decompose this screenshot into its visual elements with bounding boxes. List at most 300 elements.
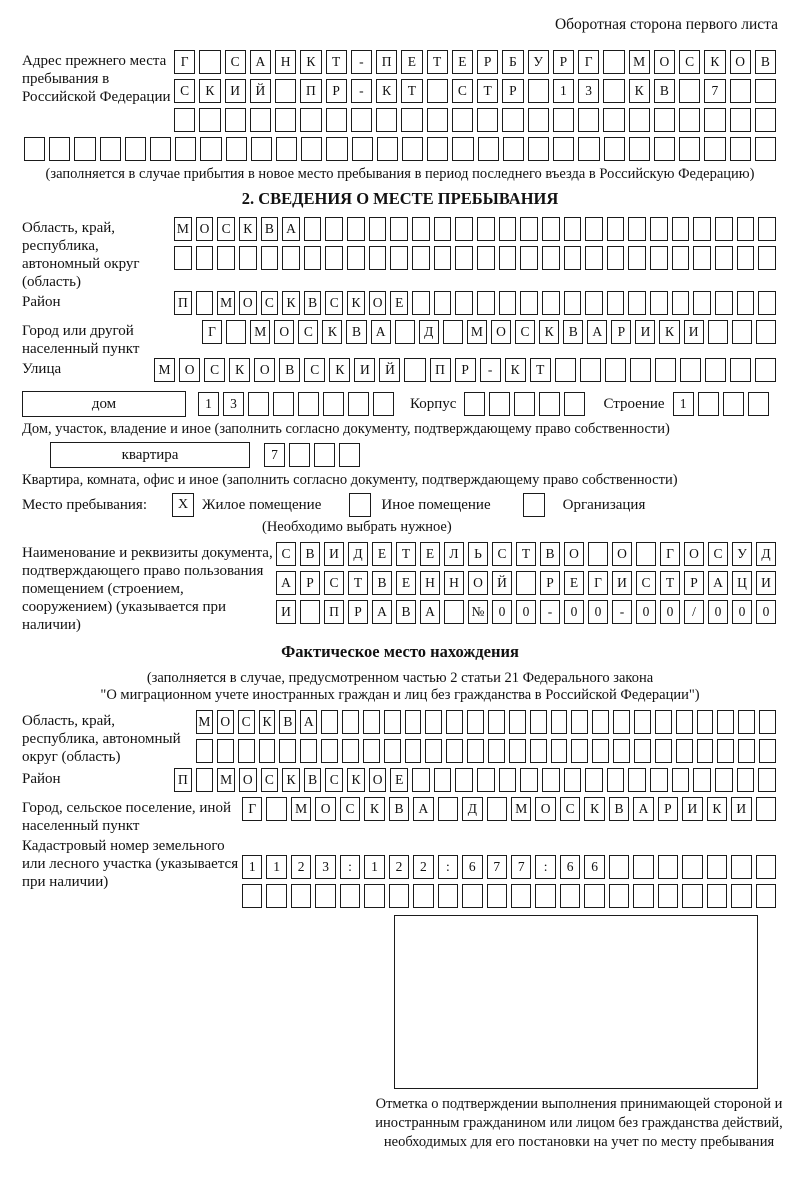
char-box[interactable]: Р [348,600,368,624]
char-box[interactable] [369,217,387,241]
char-box[interactable] [446,710,463,734]
char-box[interactable]: 7 [704,79,725,103]
char-box[interactable]: Н [420,571,440,595]
char-box[interactable]: К [376,79,397,103]
char-box[interactable]: - [351,79,372,103]
char-box[interactable] [730,108,751,132]
char-box[interactable] [266,884,286,908]
char-box[interactable] [634,710,651,734]
char-box[interactable] [693,246,711,270]
char-box[interactable]: 0 [732,600,752,624]
char-box[interactable]: В [300,542,320,566]
char-box[interactable] [560,884,580,908]
char-box[interactable]: С [225,50,246,74]
char-box[interactable] [528,137,549,161]
char-box[interactable] [24,137,45,161]
char-box[interactable] [199,108,220,132]
char-box[interactable]: Г [202,320,222,344]
char-box[interactable] [682,855,702,879]
char-box[interactable] [650,768,668,792]
char-box[interactable] [717,710,734,734]
char-box[interactable] [737,768,755,792]
char-box[interactable] [314,443,335,467]
char-box[interactable] [266,797,286,821]
char-box[interactable]: Р [300,571,320,595]
char-box[interactable] [200,137,221,161]
char-box[interactable] [369,246,387,270]
char-box[interactable]: Н [444,571,464,595]
char-box[interactable] [758,217,776,241]
char-box[interactable]: / [684,600,704,624]
char-box[interactable] [225,108,246,132]
char-box[interactable]: 3 [315,855,335,879]
char-box[interactable]: А [371,320,391,344]
char-box[interactable] [251,137,272,161]
char-box[interactable] [730,137,751,161]
char-box[interactable]: Р [684,571,704,595]
char-box[interactable] [571,710,588,734]
char-box[interactable] [217,246,235,270]
char-box[interactable] [759,739,776,763]
char-box[interactable] [758,291,776,315]
char-box[interactable] [434,217,452,241]
char-box[interactable] [404,358,425,382]
char-box[interactable]: : [535,855,555,879]
char-box[interactable]: Т [660,571,680,595]
char-box[interactable] [298,392,319,416]
char-box[interactable] [585,217,603,241]
char-box[interactable]: 6 [462,855,482,879]
char-box[interactable] [758,768,776,792]
char-box[interactable]: А [276,571,296,595]
char-box[interactable] [578,137,599,161]
char-box[interactable]: Н [275,50,296,74]
char-box[interactable] [628,217,646,241]
char-box[interactable] [682,884,702,908]
char-box[interactable] [672,246,690,270]
char-box[interactable] [377,137,398,161]
char-box[interactable]: С [324,571,344,595]
char-box[interactable]: С [298,320,318,344]
char-box[interactable]: Г [242,797,262,821]
char-box[interactable]: К [505,358,526,382]
char-box[interactable] [174,246,192,270]
char-box[interactable]: Д [756,542,776,566]
char-box[interactable]: Р [553,50,574,74]
char-box[interactable] [528,108,549,132]
char-box[interactable]: С [304,358,325,382]
char-box[interactable] [340,884,360,908]
char-box[interactable] [679,108,700,132]
char-box[interactable]: И [682,797,702,821]
char-box[interactable]: О [468,571,488,595]
char-box[interactable] [364,884,384,908]
char-box[interactable]: Ь [468,542,488,566]
char-box[interactable]: В [279,358,300,382]
char-box[interactable] [704,108,725,132]
char-box[interactable]: 7 [487,855,507,879]
char-box[interactable] [755,79,776,103]
char-box[interactable]: 7 [511,855,531,879]
char-box[interactable] [427,108,448,132]
char-box[interactable] [499,246,517,270]
char-box[interactable]: М [217,291,235,315]
char-box[interactable]: 0 [492,600,512,624]
char-box[interactable] [405,710,422,734]
char-box[interactable]: С [238,710,255,734]
char-box[interactable]: И [612,571,632,595]
char-box[interactable] [315,884,335,908]
char-box[interactable]: А [587,320,607,344]
char-box[interactable] [607,217,625,241]
char-box[interactable]: : [340,855,360,879]
char-box[interactable] [655,739,672,763]
char-box[interactable] [455,768,473,792]
char-box[interactable] [412,217,430,241]
char-box[interactable] [412,768,430,792]
char-box[interactable] [737,217,755,241]
char-box[interactable]: С [261,768,279,792]
char-box[interactable] [672,768,690,792]
char-box[interactable]: Д [462,797,482,821]
char-box[interactable] [553,108,574,132]
char-box[interactable] [342,710,359,734]
char-box[interactable] [542,768,560,792]
char-box[interactable] [588,542,608,566]
char-box[interactable] [477,246,495,270]
char-box[interactable]: № [468,600,488,624]
char-box[interactable] [279,739,296,763]
char-box[interactable] [584,884,604,908]
char-box[interactable]: П [430,358,451,382]
char-box[interactable] [384,710,401,734]
char-box[interactable]: М [511,797,531,821]
char-box[interactable]: И [756,571,776,595]
char-box[interactable] [499,217,517,241]
char-box[interactable]: 0 [516,600,536,624]
char-box[interactable] [539,392,560,416]
char-box[interactable] [530,739,547,763]
char-box[interactable] [609,884,629,908]
char-box[interactable] [607,768,625,792]
char-box[interactable]: В [389,797,409,821]
char-box[interactable] [758,246,776,270]
char-box[interactable] [196,768,214,792]
char-box[interactable]: К [704,50,725,74]
char-box[interactable] [707,855,727,879]
char-box[interactable]: 1 [364,855,384,879]
char-box[interactable]: - [540,600,560,624]
char-box[interactable]: И [684,320,704,344]
char-box[interactable]: Г [660,542,680,566]
char-box[interactable] [693,291,711,315]
char-box[interactable] [363,739,380,763]
char-box[interactable] [304,246,322,270]
char-box[interactable]: 6 [584,855,604,879]
char-box[interactable]: У [528,50,549,74]
char-box[interactable] [580,358,601,382]
char-box[interactable] [730,79,751,103]
char-box[interactable]: К [347,768,365,792]
char-box[interactable] [756,855,776,879]
char-box[interactable]: И [731,797,751,821]
char-box[interactable] [555,358,576,382]
char-box[interactable] [756,797,776,821]
char-box[interactable]: С [636,571,656,595]
char-box[interactable] [680,358,701,382]
char-box[interactable]: К [584,797,604,821]
char-box[interactable] [395,320,415,344]
char-box[interactable]: С [679,50,700,74]
char-box[interactable]: В [304,768,322,792]
char-box[interactable]: А [633,797,653,821]
char-box[interactable] [321,710,338,734]
char-box[interactable] [715,246,733,270]
char-box[interactable] [737,246,755,270]
char-box[interactable]: Т [396,542,416,566]
char-box[interactable]: 2 [389,855,409,879]
char-box[interactable]: П [300,79,321,103]
char-box[interactable]: Р [502,79,523,103]
char-box[interactable]: В [563,320,583,344]
char-box[interactable]: М [629,50,650,74]
char-box[interactable]: - [480,358,501,382]
char-box[interactable] [300,108,321,132]
char-box[interactable] [658,884,678,908]
char-box[interactable] [633,884,653,908]
char-box[interactable]: К [539,320,559,344]
char-box[interactable]: А [372,600,392,624]
char-box[interactable] [175,137,196,161]
char-box[interactable] [511,884,531,908]
char-box[interactable]: К [282,291,300,315]
char-box[interactable] [326,137,347,161]
char-box[interactable] [503,137,524,161]
char-box[interactable] [603,79,624,103]
char-box[interactable]: О [239,291,257,315]
char-box[interactable] [389,884,409,908]
char-box[interactable] [755,108,776,132]
char-box[interactable] [446,739,463,763]
char-box[interactable] [373,392,394,416]
char-box[interactable]: С [261,291,279,315]
char-box[interactable] [628,291,646,315]
char-box[interactable]: Д [348,542,368,566]
char-box[interactable] [676,739,693,763]
char-box[interactable]: Е [390,768,408,792]
char-box[interactable] [520,217,538,241]
char-box[interactable]: В [279,710,296,734]
char-box[interactable]: М [196,710,213,734]
char-box[interactable]: Б [502,50,523,74]
char-box[interactable] [199,50,220,74]
char-box[interactable] [488,739,505,763]
char-box[interactable]: К [300,50,321,74]
char-box[interactable]: К [629,79,650,103]
checkbox-inoe[interactable] [349,493,371,517]
char-box[interactable] [634,739,651,763]
char-box[interactable] [174,108,195,132]
char-box[interactable] [585,291,603,315]
char-box[interactable] [427,79,448,103]
char-box[interactable]: А [282,217,300,241]
char-box[interactable] [756,884,776,908]
char-box[interactable] [679,79,700,103]
char-box[interactable] [325,246,343,270]
char-box[interactable]: Т [530,358,551,382]
char-box[interactable] [553,137,574,161]
char-box[interactable]: Е [564,571,584,595]
char-box[interactable]: 1 [266,855,286,879]
char-box[interactable] [650,217,668,241]
char-box[interactable] [434,291,452,315]
char-box[interactable] [759,710,776,734]
char-box[interactable] [564,291,582,315]
char-box[interactable]: Г [578,50,599,74]
char-box[interactable] [325,217,343,241]
char-box[interactable] [434,768,452,792]
char-box[interactable] [275,79,296,103]
char-box[interactable] [402,137,423,161]
char-box[interactable] [672,217,690,241]
char-box[interactable]: К [199,79,220,103]
char-box[interactable]: 6 [560,855,580,879]
char-box[interactable]: Д [419,320,439,344]
char-box[interactable] [509,739,526,763]
char-box[interactable]: К [259,710,276,734]
char-box[interactable]: И [324,542,344,566]
char-box[interactable]: Р [658,797,678,821]
char-box[interactable] [650,291,668,315]
char-box[interactable] [715,291,733,315]
char-box[interactable] [607,246,625,270]
char-box[interactable] [405,739,422,763]
char-box[interactable] [603,50,624,74]
dom-type-box[interactable]: дом [22,391,186,417]
char-box[interactable]: В [372,571,392,595]
char-box[interactable] [542,217,560,241]
char-box[interactable]: О [654,50,675,74]
char-box[interactable]: С [340,797,360,821]
char-box[interactable]: К [347,291,365,315]
char-box[interactable] [226,320,246,344]
char-box[interactable] [520,291,538,315]
char-box[interactable] [676,710,693,734]
char-box[interactable]: 0 [588,600,608,624]
char-box[interactable]: И [276,600,296,624]
char-box[interactable] [514,392,535,416]
char-box[interactable]: О [239,768,257,792]
char-box[interactable] [376,108,397,132]
char-box[interactable]: 2 [413,855,433,879]
char-box[interactable] [390,246,408,270]
char-box[interactable] [196,246,214,270]
char-box[interactable] [655,710,672,734]
char-box[interactable]: П [174,768,192,792]
char-box[interactable]: Т [427,50,448,74]
char-box[interactable] [452,137,473,161]
char-box[interactable]: 3 [223,392,244,416]
char-box[interactable]: 7 [264,443,285,467]
char-box[interactable] [238,739,255,763]
char-box[interactable]: М [250,320,270,344]
char-box[interactable] [438,884,458,908]
char-box[interactable] [499,768,517,792]
char-box[interactable]: С [325,291,343,315]
char-box[interactable] [488,710,505,734]
char-box[interactable] [125,137,146,161]
char-box[interactable] [636,542,656,566]
char-box[interactable]: О [315,797,335,821]
char-box[interactable] [715,217,733,241]
char-box[interactable]: 1 [673,392,694,416]
char-box[interactable]: Р [455,358,476,382]
char-box[interactable] [352,137,373,161]
char-box[interactable]: А [300,710,317,734]
char-box[interactable] [708,320,728,344]
char-box[interactable] [520,768,538,792]
char-box[interactable] [604,137,625,161]
char-box[interactable] [455,291,473,315]
char-box[interactable]: В [540,542,560,566]
char-box[interactable]: Ц [732,571,752,595]
char-box[interactable] [49,137,70,161]
char-box[interactable] [654,108,675,132]
char-box[interactable] [705,358,726,382]
char-box[interactable] [607,291,625,315]
char-box[interactable]: С [276,542,296,566]
char-box[interactable] [732,320,752,344]
char-box[interactable]: Р [326,79,347,103]
char-box[interactable]: С [204,358,225,382]
char-box[interactable]: П [174,291,192,315]
char-box[interactable]: 2 [291,855,311,879]
char-box[interactable]: С [452,79,473,103]
char-box[interactable]: Й [379,358,400,382]
char-box[interactable]: - [351,50,372,74]
char-box[interactable]: О [612,542,632,566]
char-box[interactable] [693,217,711,241]
char-box[interactable] [755,358,776,382]
char-box[interactable] [217,739,234,763]
char-box[interactable]: О [535,797,555,821]
char-box[interactable] [467,739,484,763]
char-box[interactable] [443,320,463,344]
char-box[interactable] [273,392,294,416]
char-box[interactable]: 0 [564,600,584,624]
char-box[interactable] [630,358,651,382]
char-box[interactable] [499,291,517,315]
char-box[interactable] [477,768,495,792]
char-box[interactable] [347,246,365,270]
char-box[interactable]: - [612,600,632,624]
char-box[interactable]: Р [540,571,560,595]
char-box[interactable]: Е [372,542,392,566]
char-box[interactable] [489,392,510,416]
char-box[interactable] [603,108,624,132]
char-box[interactable]: Е [401,50,422,74]
char-box[interactable] [502,108,523,132]
char-box[interactable] [347,217,365,241]
char-box[interactable] [658,855,678,879]
char-box[interactable] [585,246,603,270]
char-box[interactable]: Т [477,79,498,103]
char-box[interactable] [467,710,484,734]
char-box[interactable]: М [291,797,311,821]
char-box[interactable] [412,246,430,270]
char-box[interactable] [74,137,95,161]
char-box[interactable] [401,108,422,132]
